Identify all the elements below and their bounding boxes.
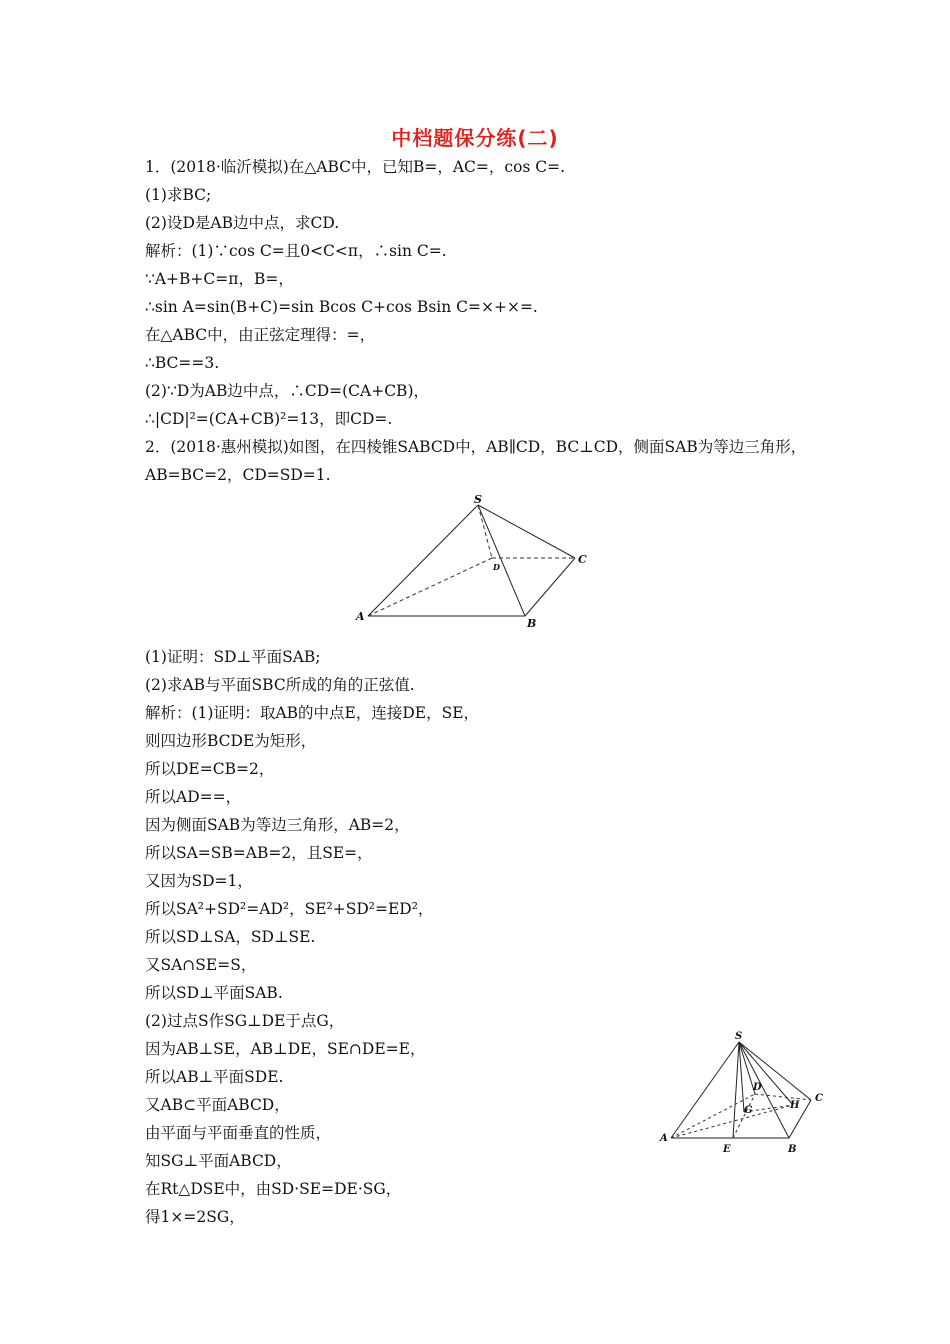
text-line: 所以SA²+SD²=AD²，SE²+SD²=ED²， — [145, 900, 434, 918]
text-line: ∴sin A=sin(B+C)=sin Bcos C+cos Bsin C=×+×=. — [145, 298, 538, 316]
text-line: 2．(2018·惠州模拟)如图，在四棱锥SABCD中，AB∥CD，BC⊥CD，侧面SAB为等边三角形， — [145, 438, 807, 456]
text-line: 因为侧面SAB为等边三角形，AB=2， — [145, 816, 410, 834]
text-line: 1．(2018·临沂模拟)在△ABC中，已知B=，AC=，cos C=. — [145, 158, 566, 176]
text-line: 因为AB⊥SE，AB⊥DE，SE∩DE=E， — [145, 1040, 426, 1058]
text-line: 得1×=2SG， — [145, 1208, 245, 1226]
pyramid-figure-1 — [350, 492, 600, 632]
pyramid-figure-2 — [655, 1028, 835, 1158]
text-line: 在△ABC中，由正弦定理得：=， — [145, 326, 376, 344]
vertex-label-D: D — [493, 562, 500, 572]
text-line: 所以AD==， — [145, 788, 242, 806]
text-line: AB=BC=2，CD=SD=1. — [145, 466, 331, 484]
text-line: 所以SD⊥SA，SD⊥SE. — [145, 928, 316, 946]
text-line: (2)∵D为AB边中点，∴CD=(CA+CB)， — [145, 382, 429, 400]
text-line: ∵A+B+C=π，B=， — [145, 270, 294, 288]
text-line: (2)求AB与平面SBC所成的角的正弦值. — [145, 676, 415, 694]
vertex-label-E: E — [723, 1144, 731, 1155]
text-line: (1)证明：SD⊥平面SAB; — [145, 648, 321, 666]
text-line: (2)过点S作SG⊥DE于点G， — [145, 1012, 345, 1030]
vertex-label-H: H — [790, 1100, 800, 1111]
vertex-label-B: B — [788, 1144, 797, 1155]
vertex-label-S: S — [474, 493, 482, 506]
text-line: ∴|CD|²=(CA+CB)²=13，即CD=. — [145, 410, 393, 428]
text-line: 所以SD⊥平面SAB. — [145, 984, 283, 1002]
text-line: 解析：(1)∵cos C=且0<C<π，∴sin C=. — [145, 242, 447, 260]
page-title: 中档题保分练(二) — [391, 126, 559, 150]
vertex-label-G: G — [744, 1105, 753, 1116]
vertex-label-D: D — [753, 1082, 762, 1093]
text-line: 又因为SD=1， — [145, 872, 253, 890]
text-line: 由平面与平面垂直的性质， — [145, 1124, 332, 1142]
vertex-label-S: S — [735, 1031, 743, 1042]
text-line: 在Rt△DSE中，由SD·SE=DE·SG， — [145, 1180, 402, 1198]
text-line: 所以SA=SB=AB=2，且SE=， — [145, 844, 373, 862]
vertex-label-C: C — [578, 553, 587, 566]
text-line: 则四边形BCDE为矩形， — [145, 732, 317, 750]
text-line: (1)求BC; — [145, 186, 212, 204]
text-line: (2)设D是AB边中点，求CD. — [145, 214, 340, 232]
text-line: ∴BC==3. — [145, 354, 220, 372]
text-line: 解析：(1)证明：取AB的中点E，连接DE，SE， — [145, 704, 480, 722]
text-line: 所以AB⊥平面SDE. — [145, 1068, 284, 1086]
vertex-label-C: C — [815, 1093, 823, 1104]
text-line: 又SA∩SE=S， — [145, 956, 257, 974]
vertex-label-A: A — [356, 610, 365, 623]
text-line: 知SG⊥平面ABCD， — [145, 1152, 292, 1170]
vertex-label-A: A — [660, 1133, 668, 1144]
text-line: 所以DE=CB=2， — [145, 760, 275, 778]
vertex-label-B: B — [527, 617, 537, 630]
text-line: 又AB⊂平面ABCD， — [145, 1096, 290, 1114]
